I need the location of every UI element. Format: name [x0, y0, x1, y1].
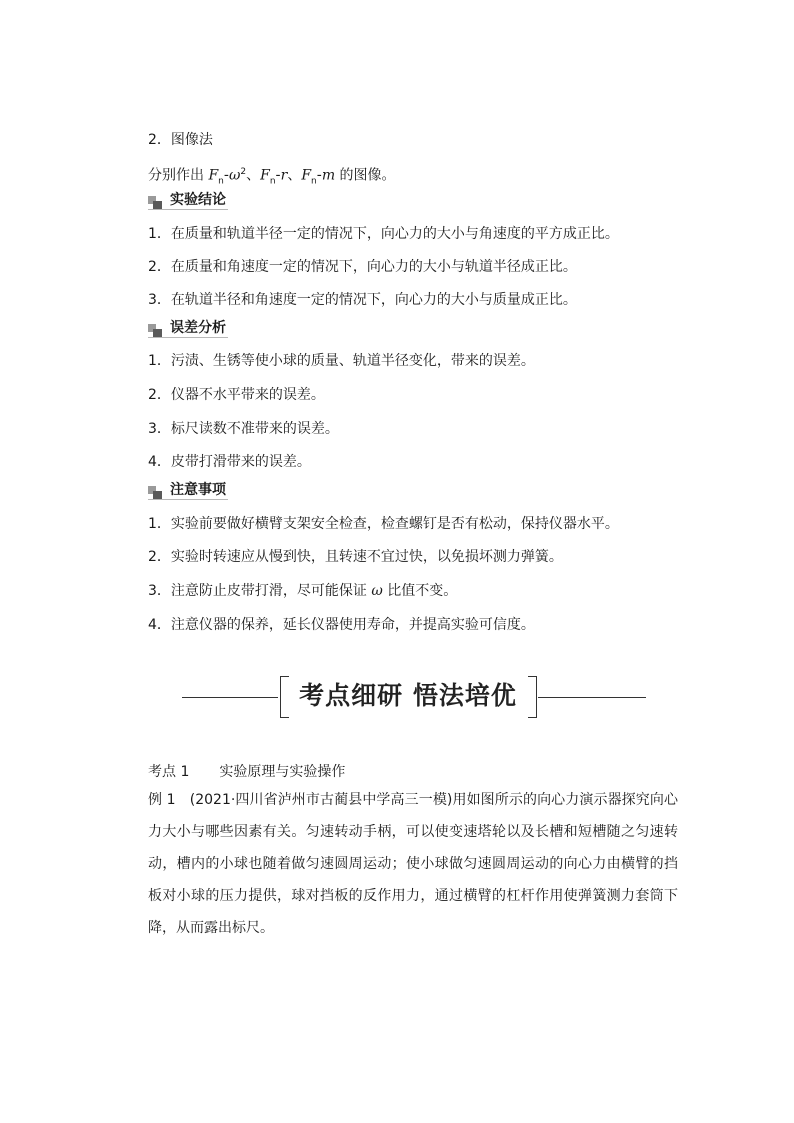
- section-title: 误差分析: [170, 320, 226, 336]
- section-title: 注意事项: [170, 482, 226, 498]
- banner-title: 考点细研 悟法培优: [299, 681, 517, 710]
- method-heading: 2．图像法: [148, 132, 213, 148]
- banner-bracket-left: [280, 676, 289, 718]
- section-marker-icon: [148, 196, 164, 209]
- conclusion-item: 1．在质量和轨道半径一定的情况下，向心力的大小与角速度的平方成正比。: [148, 226, 619, 242]
- plot-instruction: 分别作出 $F_n-\omega^2$、$F_n-r$、$F_n-m$ 的图像。: [148, 167, 396, 187]
- example-paragraph: [148, 784, 678, 944]
- topic-number: 考点 1: [148, 764, 190, 780]
- error-item: 1．污渍、生锈等使小球的质量、轨道半径变化，带来的误差。: [148, 353, 535, 369]
- notes-item3-prefix: 3．注意防止皮带打滑，尽可能保证: [148, 583, 367, 599]
- section-notes-header: [148, 483, 228, 500]
- topic-name: 实验原理与实验操作: [219, 764, 346, 780]
- notes-item3-suffix: 比值不变。: [387, 583, 458, 599]
- section-marker-icon: [148, 324, 164, 337]
- omega-symbol: ω: [371, 583, 383, 599]
- plot-suffix: 的图像。: [339, 167, 396, 184]
- banner-rule-right: [538, 697, 646, 698]
- topic-heading: [148, 762, 345, 782]
- error-item: 3．标尺读数不准带来的误差。: [148, 421, 339, 437]
- section-conclusion-header: [148, 193, 228, 210]
- banner-rule-left: [182, 697, 278, 698]
- plot-prefix: 分别作出: [148, 167, 204, 184]
- notes-item: 4．注意仪器的保养，延长仪器使用寿命，并提高实验可信度。: [148, 617, 535, 633]
- chapter-banner: [182, 672, 646, 722]
- banner-bracket-right: [528, 676, 537, 718]
- notes-item: 2．实验时转速应从慢到快，且转速不宜过快，以免损坏测力弹簧。: [148, 549, 563, 565]
- section-error-header: [148, 321, 228, 338]
- notes-item: 1．实验前要做好横臂支架安全检查，检查螺钉是否有松动，保持仪器水平。: [148, 516, 619, 532]
- error-item: 4．皮带打滑带来的误差。: [148, 454, 311, 470]
- notes-item: [148, 581, 457, 601]
- conclusion-item: 3．在轨道半径和角速度一定的情况下，向心力的大小与质量成正比。: [148, 292, 577, 308]
- example-label: 例 1: [148, 792, 176, 808]
- conclusion-item: 2．在质量和角速度一定的情况下，向心力的大小与轨道半径成正比。: [148, 259, 577, 275]
- section-title: 实验结论: [170, 192, 226, 208]
- section-marker-icon: [148, 486, 164, 499]
- example-text: (2021·四川省泸州市古蔺县中学高三一模)用如图所示的向心力演示器探究向心力大小与哪些因素有关。匀速转动手柄，可以使变速塔轮以及长槽和短槽随之匀速转动，槽内的小球也随着做匀速圆周运动；使小球做匀速圆周运动的向心力由横臂的挡板对小球的压力提供，球对挡板的反作用力，通过横臂的杠杆作用使弹簧测力套筒下降，从而露出标尺。: [148, 792, 678, 936]
- error-item: 2．仪器不水平带来的误差。: [148, 387, 325, 403]
